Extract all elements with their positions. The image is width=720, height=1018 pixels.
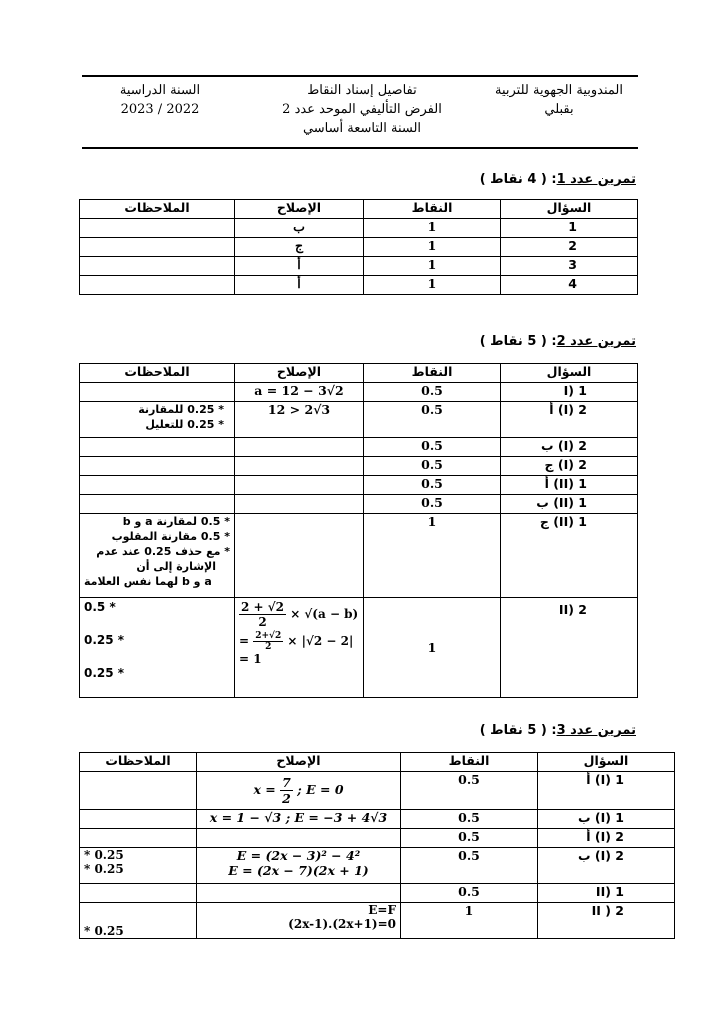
points-cell: 0.5 bbox=[401, 772, 538, 810]
column-header: السؤال bbox=[538, 753, 675, 772]
correction-cell bbox=[235, 495, 364, 514]
correction-cell: 3√2 < 12 bbox=[235, 402, 364, 438]
exercise-3-title: تمرين عدد 3: ( 5 نقاط ) bbox=[479, 723, 636, 738]
question-cell: I) 1 bbox=[501, 383, 638, 402]
header-directorate: المندوبية الجهوية للتربية بقبلي bbox=[494, 83, 624, 117]
notes-cell bbox=[80, 257, 235, 276]
correction-cell: x = $\frac{7}{2}$ ; E = 0 bbox=[197, 772, 401, 810]
column-header: النقاط bbox=[364, 364, 501, 383]
notes-cell bbox=[80, 495, 235, 514]
question-cell: 3 bbox=[501, 257, 638, 276]
column-header: الملاحظات bbox=[80, 364, 235, 383]
points-cell: 0.5 bbox=[401, 848, 538, 884]
notes-cell bbox=[80, 884, 197, 903]
table-row bbox=[80, 495, 638, 514]
correction-cell: E = (2x − 3)² − 4² E = (2x − 7)(2x + 1) bbox=[197, 848, 401, 884]
question-cell: I) 2) أ bbox=[501, 402, 638, 438]
table-row bbox=[80, 848, 675, 884]
table-row bbox=[80, 514, 638, 598]
table-row bbox=[80, 402, 638, 438]
notes-cell: * 0.25 bbox=[80, 903, 197, 939]
exercise-2-title: تمرين عدد 2: ( 5 نقاط ) bbox=[479, 334, 636, 349]
table-row bbox=[80, 457, 638, 476]
question-cell: 2 bbox=[501, 238, 638, 257]
table-row bbox=[80, 383, 638, 402]
points-cell: 1 bbox=[364, 219, 501, 238]
correction-cell bbox=[235, 476, 364, 495]
correction-cell: a = 12 − 3√2 bbox=[235, 383, 364, 402]
table-row bbox=[80, 257, 638, 276]
column-header: الإصلاح bbox=[235, 364, 364, 383]
notes-cell: * 0.25 للمقارنة * 0.25 للتعليل bbox=[80, 402, 235, 438]
notes-cell: * 0.25 * 0.25 bbox=[80, 848, 197, 884]
table-header-row bbox=[80, 753, 675, 772]
question-cell: I) 1) أ bbox=[538, 772, 675, 810]
correction-cell bbox=[197, 884, 401, 903]
points-cell: 0.5 bbox=[401, 829, 538, 848]
column-header: النقاط bbox=[401, 753, 538, 772]
notes-cell bbox=[80, 829, 197, 848]
question-cell: II) 1) ب bbox=[501, 495, 638, 514]
question-cell: II) 1 bbox=[538, 884, 675, 903]
column-header: الإصلاح bbox=[235, 200, 364, 219]
question-cell: II) 1) أ bbox=[501, 476, 638, 495]
notes-cell bbox=[80, 772, 197, 810]
points-cell: 1 bbox=[401, 903, 538, 939]
header-school-year: السنة الدراسية 2023 / 2022 bbox=[119, 83, 201, 117]
column-header: الإصلاح bbox=[197, 753, 401, 772]
column-header: النقاط bbox=[364, 200, 501, 219]
exercise-3-table bbox=[79, 752, 675, 939]
table-row bbox=[80, 810, 675, 829]
points-cell: 0.5 bbox=[364, 495, 501, 514]
points-cell: 1 bbox=[364, 514, 501, 598]
correction-cell bbox=[235, 514, 364, 598]
notes-cell bbox=[80, 810, 197, 829]
question-cell: I) 2) أ bbox=[538, 829, 675, 848]
points-cell: 0.5 bbox=[364, 457, 501, 476]
question-cell: I) 2) ب bbox=[501, 438, 638, 457]
correction-cell: E=F (2x-1).(2x+1)=0 bbox=[197, 903, 401, 939]
correction-cell: ج bbox=[235, 238, 364, 257]
correction-cell bbox=[235, 438, 364, 457]
table-row bbox=[80, 276, 638, 295]
notes-cell: * 0.5 لمقارنة a و b * 0.5 مقارنة المقلوب * مع حذف 0.25 عند عدم الإشارة إلى أن a و b لهما نفس العلامة bbox=[80, 514, 235, 598]
points-cell: 1 bbox=[364, 238, 501, 257]
correction-cell: أ bbox=[235, 257, 364, 276]
points-cell: 0.5 bbox=[364, 383, 501, 402]
notes-cell bbox=[80, 219, 235, 238]
notes-cell bbox=[80, 457, 235, 476]
question-cell: II ) 2 bbox=[538, 903, 675, 939]
correction-cell: أ bbox=[235, 276, 364, 295]
notes-cell bbox=[80, 276, 235, 295]
table-row bbox=[80, 772, 675, 810]
table-row bbox=[80, 219, 638, 238]
correction-cell: x = 1 − √3 ; E = −3 + 4√3 bbox=[197, 810, 401, 829]
notes-cell bbox=[80, 383, 235, 402]
points-cell: 0.5 bbox=[401, 810, 538, 829]
question-cell: I) 2) ج bbox=[501, 457, 638, 476]
column-header: السؤال bbox=[501, 364, 638, 383]
column-header: الملاحظات bbox=[80, 200, 235, 219]
points-cell: 1 bbox=[364, 276, 501, 295]
table-row bbox=[80, 884, 675, 903]
column-header: الملاحظات bbox=[80, 753, 197, 772]
exercise-1-table bbox=[79, 199, 638, 295]
table-row bbox=[80, 598, 638, 698]
document-header bbox=[82, 75, 638, 149]
table-row bbox=[80, 238, 638, 257]
question-cell: II) 2 bbox=[501, 598, 638, 698]
points-cell: 0.5 bbox=[401, 884, 538, 903]
points-cell: 0.5 bbox=[364, 402, 501, 438]
points-cell: 1 bbox=[364, 598, 501, 698]
header-title: تفاصيل إسناد النقاط الفرض التأليفي الموحد عدد 2 السنة التاسعة أساسي bbox=[282, 83, 442, 136]
table-row bbox=[80, 903, 675, 939]
correction-cell: $\frac{2 + √2}{2}$ × √(a − b) = $\frac{2+√2}{2}$ × |√2 − 2| = 1 bbox=[235, 598, 364, 698]
question-cell: 4 bbox=[501, 276, 638, 295]
points-cell: 0.5 bbox=[364, 476, 501, 495]
notes-cell bbox=[80, 438, 235, 457]
column-header: السؤال bbox=[501, 200, 638, 219]
table-row bbox=[80, 476, 638, 495]
correction-cell bbox=[235, 457, 364, 476]
question-cell: II) 1) ج bbox=[501, 514, 638, 598]
correction-cell: ب bbox=[235, 219, 364, 238]
notes-cell bbox=[80, 476, 235, 495]
points-cell: 0.5 bbox=[364, 438, 501, 457]
notes-cell bbox=[80, 238, 235, 257]
question-cell: I) 1) ب bbox=[538, 810, 675, 829]
exercise-2-table bbox=[79, 363, 638, 698]
notes-cell: * 0.5 * 0.25 * 0.25 bbox=[80, 598, 235, 698]
correction-cell bbox=[197, 829, 401, 848]
exercise-1-title: تمرين عدد 1: ( 4 نقاط ) bbox=[479, 172, 636, 187]
table-header-row bbox=[80, 364, 638, 383]
table-header-row bbox=[80, 200, 638, 219]
table-row bbox=[80, 438, 638, 457]
question-cell: I) 2) ب bbox=[538, 848, 675, 884]
question-cell: 1 bbox=[501, 219, 638, 238]
table-row bbox=[80, 829, 675, 848]
points-cell: 1 bbox=[364, 257, 501, 276]
